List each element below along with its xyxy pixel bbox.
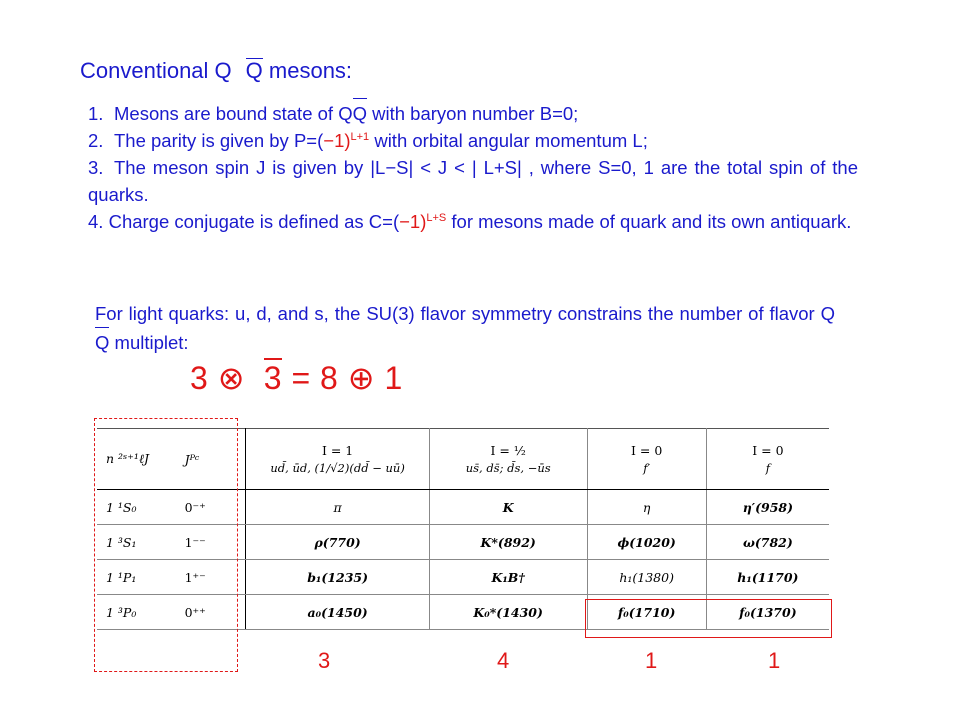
header-n-l-j: n ²ˢ⁺¹ℓJ	[97, 429, 185, 490]
list-item: 3. The meson spin J is given by |L−S| < J < | L+S| , where S=0, 1 are the total spin of the quarks.	[88, 157, 858, 205]
list-item: 4. Charge conjugate is defined as $C=(-1)^{L+S}$ for mesons made of quark and its own antiquark.	[88, 211, 852, 232]
multiplet-count: 1	[645, 648, 658, 673]
table-row: 1 ³P₀ 0⁺⁺ a₀(1450) K₀*(1430) f₀(1710) f₀(1370)	[97, 595, 829, 630]
multiplet-count: 4	[497, 648, 510, 673]
header-jpc: Jᴾᶜ	[185, 429, 246, 490]
su3-paragraph: For light quarks: u, d, and s, the SU(3) flavor symmetry constrains the number of flavor QQ multiplet:	[95, 300, 835, 356]
table-row: 1 ¹P₁ 1⁺⁻ b₁(1235) K₁B† h₁(1380) h₁(1170)	[97, 560, 829, 595]
slide-title: Conventional Q Q mesons:	[80, 58, 353, 83]
list-item: 1. Mesons are bound state of QQ with baryon number B=0;	[88, 98, 858, 127]
header-i1: I = 1 ud̄, ūd, (1/√2)(dd̄ − uū)	[246, 429, 429, 490]
multiplet-count: 3	[318, 648, 331, 673]
header-i-half: I = ½ us̄, ds̄; d̄s, −ūs	[429, 429, 587, 490]
header-i0-fprime: I = 0 f′	[587, 429, 706, 490]
antiquark-bar: Q	[245, 58, 263, 83]
table-row: 1 ¹S₀ 0⁻⁺ π K η η′(958)	[97, 490, 829, 525]
list-item: 2. The parity is given by $P=(-1)^{L+1}$ with orbital angular momentum L;	[88, 130, 648, 151]
su3-equation: 3 ⊗ 3 = 8 ⊕ 1	[190, 360, 403, 396]
scalar-isoscalar-highlight	[585, 599, 832, 638]
table-row: 1 ³S₁ 1⁻⁻ ρ(770) K*(892) ϕ(1020) ω(782)	[97, 525, 829, 560]
meson-rules-list	[88, 98, 858, 235]
multiplet-count: 1	[768, 648, 781, 673]
header-i0-f: I = 0 f	[706, 429, 829, 490]
quantum-number-highlight	[94, 418, 238, 672]
